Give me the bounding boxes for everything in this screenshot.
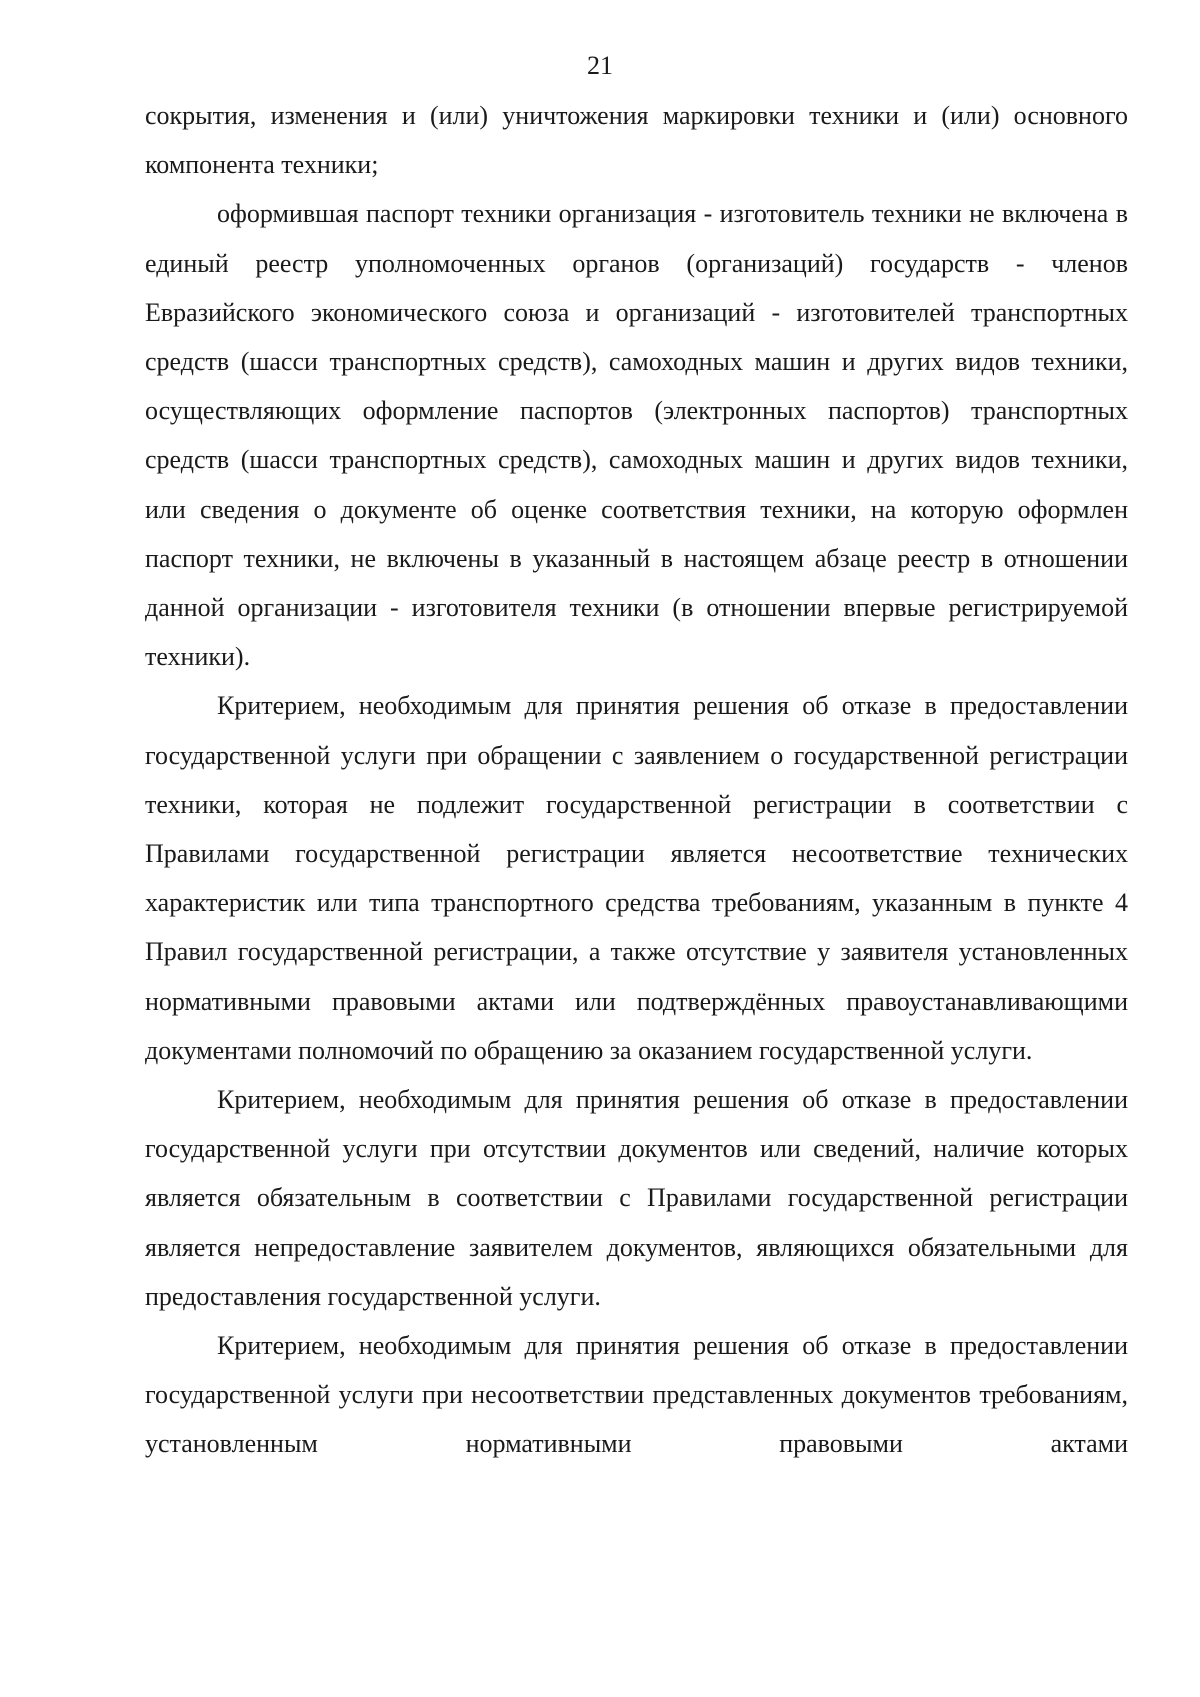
paragraph-continuation: сокрытия, изменения и (или) уничтожения маркировки техники и (или) основного компонента техники; (145, 101, 1128, 180)
document-body (145, 91, 1128, 1469)
paragraph-criterion-missing-documents: Критерием, необходимым для принятия решения об отказе в предоставлении государственной услуги при отсутствии документов или сведений, наличие которых является обязательным в соответствии с Правилами государственной регистрации является непредоставление заявителем документов, являющихся обязательными для предоставления государственной услуги. (145, 1085, 1128, 1311)
paragraph-registry-clause: оформившая паспорт техники организация - изготовитель техники не включена в единый реестр уполномоченных органов (организаций) государств - членов Евразийского экономического союза и организаций - изготовителей транспортных средств (шасси транспортных средств), самоходных машин и других видов техники, осуществляющих оформление паспортов (электронных паспортов) транспортных средств (шасси транспортных средств), самоходных машин и других видов техники, или сведения о документе об оценке соответствия техники, на которую оформлен паспорт техники, не включены в указанный в настоящем абзаце реестр в отношении данной организации - изготовителя техники (в отношении впервые регистрируемой техники). (145, 199, 1128, 672)
page-number: 21 (587, 51, 613, 80)
paragraph-criterion-registration: Критерием, необходимым для принятия решения об отказе в предоставлении государственной услуги при обращении с заявлением о государственной регистрации техники, которая не подлежит государственной регистрации в соответствии с Правилами государственной регистрации является несоответствие технических характеристик или типа транспортного средства требованиям, указанным в пункте 4 Правил государственной регистрации, а также отсутствие у заявителя установленных нормативными правовыми актами или подтверждённых правоустанавливающими документами полномочий по обращению за оказанием государственной услуги. (145, 691, 1128, 1065)
paragraph-criterion-nonconforming-documents: Критерием, необходимым для принятия решения об отказе в предоставлении государственной услуги при несоответствии представленных документов требованиям, установленным нормативными правовыми актами (145, 1331, 1128, 1459)
